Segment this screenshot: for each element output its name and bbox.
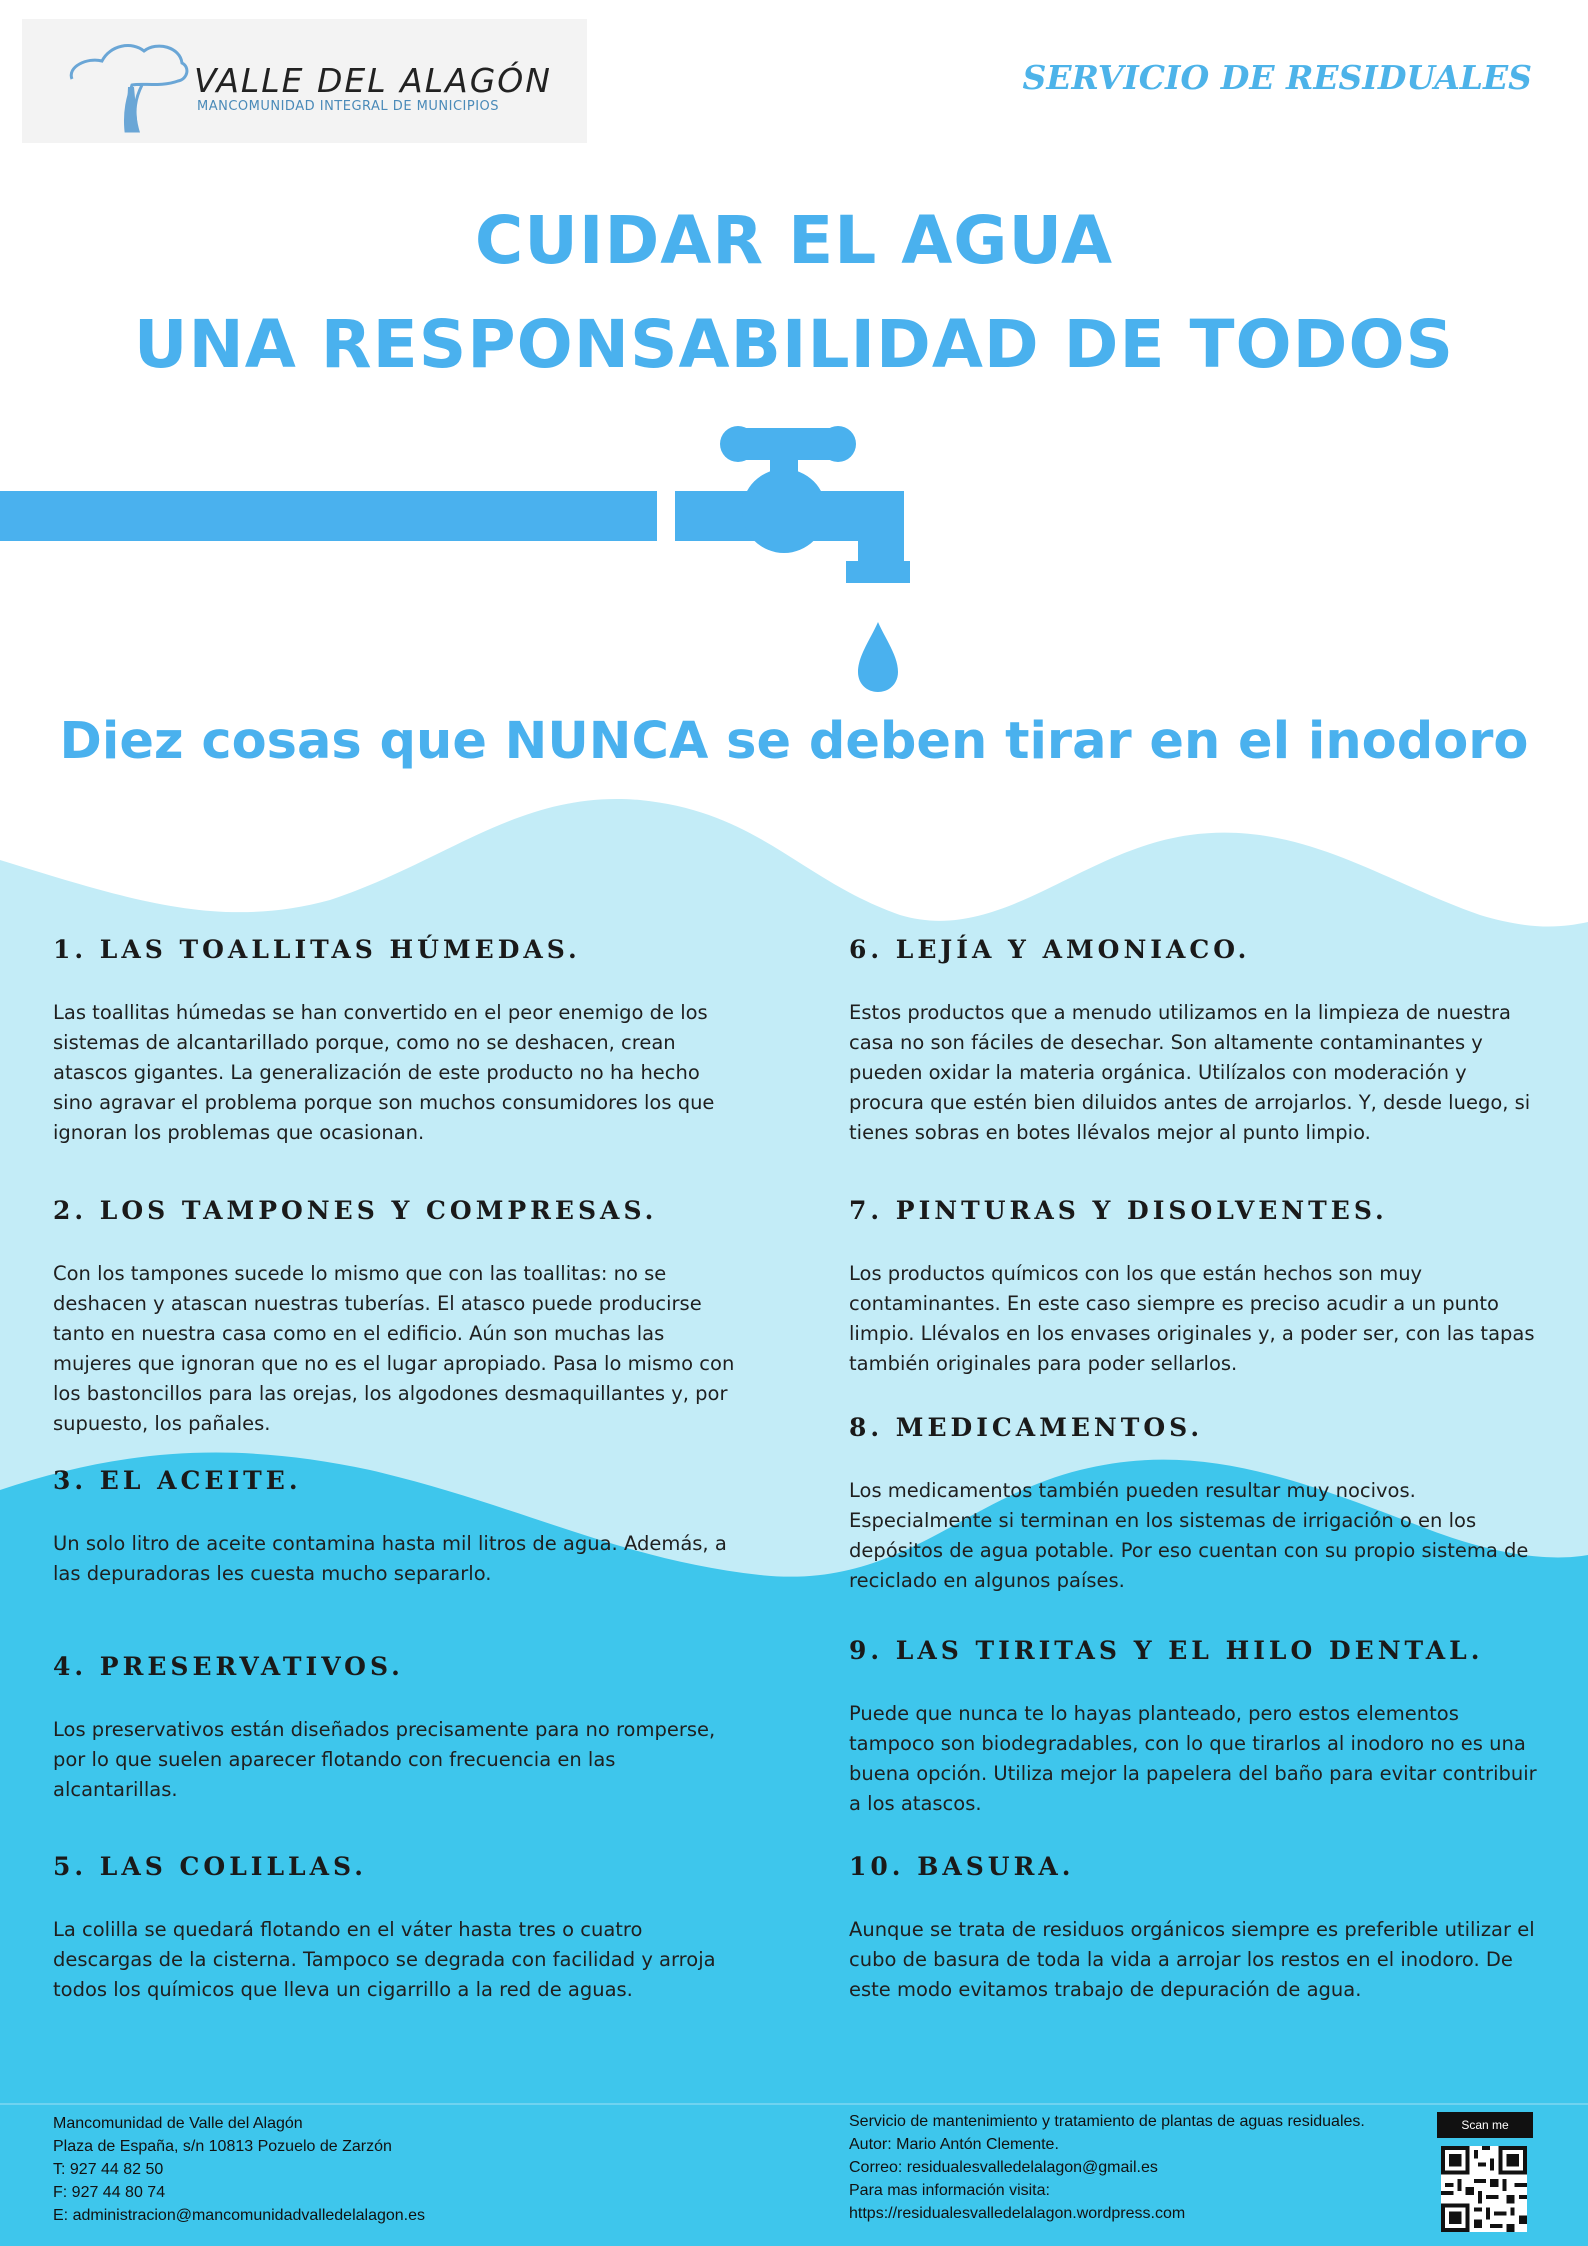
footer-line: Para mas información visita: <box>849 2182 1050 2199</box>
list-item <box>849 1852 1539 2005</box>
item-body: Los productos químicos con los que están hechos son muy contaminantes. En este caso siempre es preciso acudir a un punto limpio. Llévalos en los envases originales y, a poder ser, con las tapas también originales para poder sellarlos. <box>849 1262 1535 1375</box>
faucet-icon <box>0 426 910 583</box>
footer-website-link[interactable]: https://residualesvalledelalagon.wordpress.com <box>849 2205 1186 2222</box>
qr-code[interactable] <box>1437 2112 1533 2232</box>
footer-line: Plaza de España, s/n 10813 Pozuelo de Zarzón <box>53 2138 392 2155</box>
item-title: 2. LOS TAMPONES Y COMPRESAS. <box>53 1196 658 1225</box>
item-body: Aunque se trata de residuos orgánicos siempre es preferible utilizar el cubo de basura de toda la vida a arrojar los restos en el inodoro. De este modo evitamos trabajo de depuración de agua. <box>849 1918 1535 2001</box>
item-body: Los medicamentos también pueden resultar muy nocivos. Especialmente si terminan en los sistemas de irrigación o en los depósitos de agua potable. Por eso cuentan con su propio sistema de reciclado en algunos países. <box>849 1479 1529 1592</box>
item-body: Con los tampones sucede lo mismo que con las toallitas: no se deshacen y atascan nuestras tuberías. El atasco puede producirse tanto en nuestra casa como en el edificio. Aún son muchas las mujeres que ignoran que no es el lugar apropiado. Pasa lo mismo con los bastoncillos para las orejas, los algodones desmaquillantes y, por supuesto, los pañales. <box>53 1262 735 1435</box>
list-item <box>53 1466 743 1589</box>
logo-title: VALLE DEL ALAGÓN <box>194 61 552 100</box>
tree-logo-icon <box>62 27 192 137</box>
item-title: 8. MEDICAMENTOS. <box>849 1413 1204 1442</box>
footer-email-link[interactable]: E: administracion@mancomunidadvalledelalagon.es <box>53 2207 426 2224</box>
item-body: Puede que nunca te lo hayas planteado, pero estos elementos tampoco son biodegradables, con lo que tirarlos al inodoro no es una buena opción. Utiliza mejor la papelera del baño para evitar contribuir a los atascos. <box>849 1702 1537 1815</box>
list-item <box>849 935 1539 1148</box>
list-item <box>53 1652 743 1805</box>
item-body: Las toallitas húmedas se han convertido en el peor enemigo de los sistemas de alcantarillado porque, como no se deshacen, crean atascos gigantes. La generalización de este producto no ha hecho sino agravar el problema porque son muchos consumidores los que ignoran los problemas que ocasionan. <box>53 1001 715 1144</box>
item-title: 9. LAS TIRITAS Y EL HILO DENTAL. <box>849 1636 1484 1665</box>
footer-fax: F: 927 44 80 74 <box>53 2184 166 2201</box>
list-item <box>849 1196 1539 1379</box>
qr-label: Scan me <box>1437 2112 1533 2138</box>
item-body: Los preservativos están diseñados precisamente para no romperse, por lo que suelen aparecer flotando con frecuencia en las alcantarillas. <box>53 1718 716 1801</box>
item-body: Un solo litro de aceite contamina hasta mil litros de agua. Además, a las depuradoras les cuesta mucho separarlo. <box>53 1532 727 1585</box>
list-item <box>849 1636 1539 1819</box>
title-line-1: CUIDAR EL AGUA <box>474 202 1114 279</box>
footer-divider <box>0 2103 1588 2105</box>
item-title: 4. PRESERVATIVOS. <box>53 1652 404 1681</box>
footer-email-link[interactable]: Correo: residualesvalledelalagon@gmail.es <box>849 2159 1158 2176</box>
qr-code-icon <box>1441 2146 1527 2232</box>
list-item <box>53 1196 743 1439</box>
item-body: La colilla se quedará flotando en el váter hasta tres o cuatro descargas de la cisterna. Tampoco se degrada con facilidad y arroja todos los químicos que lleva un cigarrillo a la red de aguas. <box>53 1918 716 2001</box>
item-title: 3. EL ACEITE. <box>53 1466 302 1495</box>
footer-phone: T: 927 44 82 50 <box>53 2161 164 2178</box>
item-title: 6. LEJÍA Y AMONIACO. <box>849 935 1251 964</box>
title-line-2: UNA RESPONSABILIDAD DE TODOS <box>133 306 1455 383</box>
footer-contact <box>53 2112 425 2227</box>
item-title: 5. LAS COLILLAS. <box>53 1852 367 1881</box>
footer-service-info <box>849 2110 1365 2225</box>
item-title: 10. BASURA. <box>849 1852 1075 1881</box>
footer-line: Servicio de mantenimiento y tratamiento de plantas de aguas residuales. <box>849 2113 1365 2130</box>
item-title: 1. LAS TOALLITAS HÚMEDAS. <box>53 935 581 964</box>
logo-subtitle: MANCOMUNIDAD INTEGRAL DE MUNICIPIOS <box>197 99 500 114</box>
footer-line: Autor: Mario Antón Clemente. <box>849 2136 1059 2153</box>
list-item <box>849 1413 1539 1596</box>
logo <box>22 19 587 143</box>
subtitle: Diez cosas que NUNCA se deben tirar en el inodoro <box>59 712 1529 771</box>
service-name: SERVICIO DE RESIDUALES <box>1022 58 1532 97</box>
list-item <box>53 1852 743 2005</box>
footer-line: Mancomunidad de Valle del Alagón <box>53 2115 303 2132</box>
item-title: 7. PINTURAS Y DISOLVENTES. <box>849 1196 1388 1225</box>
water-drop-icon <box>858 622 898 692</box>
list-item <box>53 935 743 1148</box>
item-body: Estos productos que a menudo utilizamos en la limpieza de nuestra casa no son fáciles de desechar. Son altamente contaminantes y pueden oxidar la materia orgánica. Utilízalos con moderación y procura que estén bien diluidos antes de arrojarlos. Y, desde luego, si tienes sobras en botes llévalos mejor al punto limpio. <box>849 1001 1531 1144</box>
